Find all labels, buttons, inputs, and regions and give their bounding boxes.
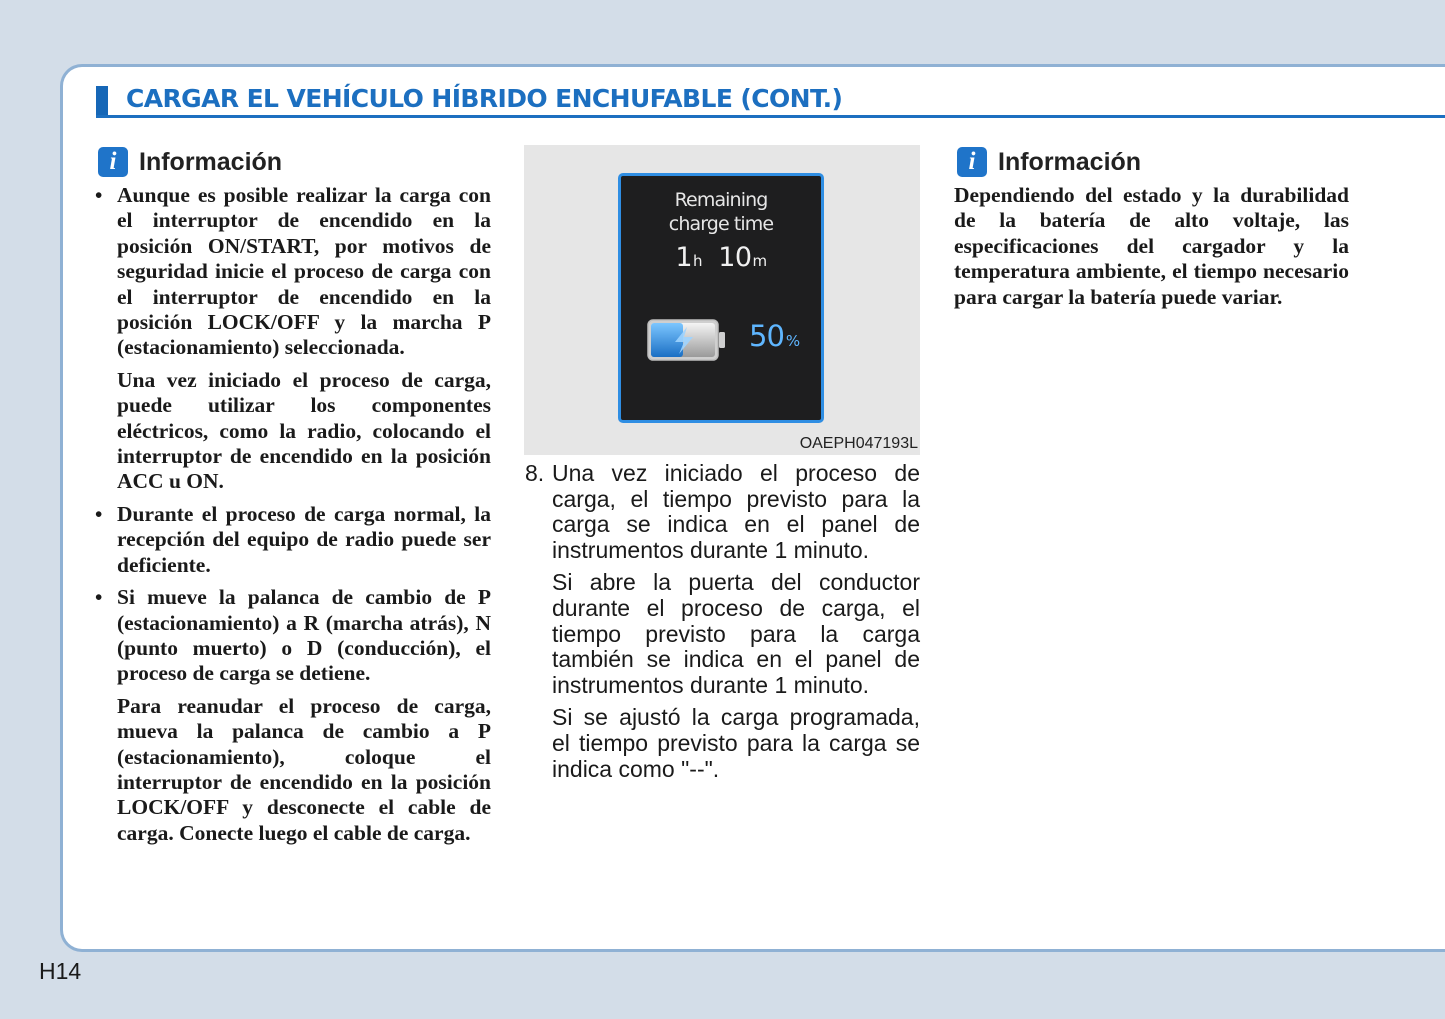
bullet-text: Aunque es posible realizar la carga con el interruptor de encendido en la posición ON/START, por motivos de seguridad inicie el proceso de carga con el interruptor de encendido en la posición LOCK/OFF y la marcha P (estacionamiento) seleccionada.: [117, 183, 491, 360]
bullet-item: [95, 585, 491, 846]
info-bullet-list: [95, 183, 491, 846]
bullet-text: Si mueve la palanca de cambio de P (estacionamiento) a R (marcha atrás), N (punto muerto) o D (conducción), el proceso de carga se detiene.: [117, 585, 491, 686]
title-marker: [96, 86, 108, 118]
label-line-2: charge time: [668, 213, 774, 235]
battery-icon: [647, 318, 727, 362]
remaining-time-readout: [621, 242, 821, 273]
section-header: [96, 84, 1445, 120]
percent-unit: %: [785, 332, 800, 350]
battery-percent-readout: [749, 319, 799, 353]
step-paragraph: Una vez iniciado el proceso de carga, el tiempo previsto para la carga se indica en el panel de instrumentos durante 1 minuto.: [552, 460, 920, 563]
minutes-unit: m: [752, 252, 767, 270]
info-title: Información: [998, 148, 1142, 176]
remaining-charge-label: [621, 188, 821, 236]
step-paragraph: Si abre la puerta del conductor durante el proceso de carga, el tiempo previsto para la carga también se indica en el panel de instrumentos durante 1 minuto.: [552, 569, 920, 698]
info-heading-right: [954, 145, 1349, 183]
bullet-icon: •: [95, 183, 103, 207]
page-number: H14: [39, 958, 82, 984]
step-item: [524, 461, 920, 782]
title-rule: [96, 115, 1445, 118]
info-text: Dependiendo del estado y la durabilidad de la batería de alto voltaje, las especificaciones del cargador y la temperatura ambiente, el tiempo necesario para cargar la batería puede variar.: [954, 183, 1349, 309]
left-column: [95, 145, 491, 853]
bullet-icon: •: [95, 585, 103, 610]
minutes-value: 10: [718, 242, 752, 273]
hours-value: 1: [675, 242, 692, 273]
cluster-figure: [524, 145, 920, 455]
step-number: 8.: [525, 460, 545, 486]
middle-column: [524, 145, 920, 789]
right-column: [954, 145, 1349, 317]
step-paragraph: Si se ajustó la carga programada, el tiempo previsto para la carga se indica como "--".: [552, 704, 920, 782]
bullet-continuation: Una vez iniciado el proceso de carga, puede utilizar los componentes eléctricos, como la radio, colocando el interruptor de encendido en la posición ACC u ON.: [117, 367, 491, 494]
bullet-item: [95, 502, 491, 578]
label-line-1: Remaining: [674, 189, 768, 211]
info-heading-left: [95, 145, 491, 183]
bullet-continuation: Para reanudar el proceso de carga, mueva la palanca de cambio a P (estacionamiento), coloque el interruptor de encendido en la posición LOCK/OFF y desconecte el cable de carga. Conecte luego el cable de carga.: [117, 693, 491, 845]
hours-unit: h: [693, 252, 703, 270]
instrument-cluster-screen: [618, 173, 824, 423]
info-icon: i: [957, 147, 987, 177]
page-title: CARGAR EL VEHÍCULO HÍBRIDO ENCHUFABLE (CONT.): [126, 84, 843, 113]
figure-code: OAEPH047193L: [799, 435, 918, 452]
info-title: Información: [139, 148, 283, 176]
bullet-icon: •: [95, 501, 103, 526]
bullet-text: Durante el proceso de carga normal, la recepción del equipo de radio puede ser deficiente.: [117, 501, 491, 577]
step-list: [524, 461, 920, 782]
bullet-item: [95, 183, 491, 495]
info-icon: i: [98, 147, 128, 177]
battery-percent-value: 50: [749, 319, 784, 353]
